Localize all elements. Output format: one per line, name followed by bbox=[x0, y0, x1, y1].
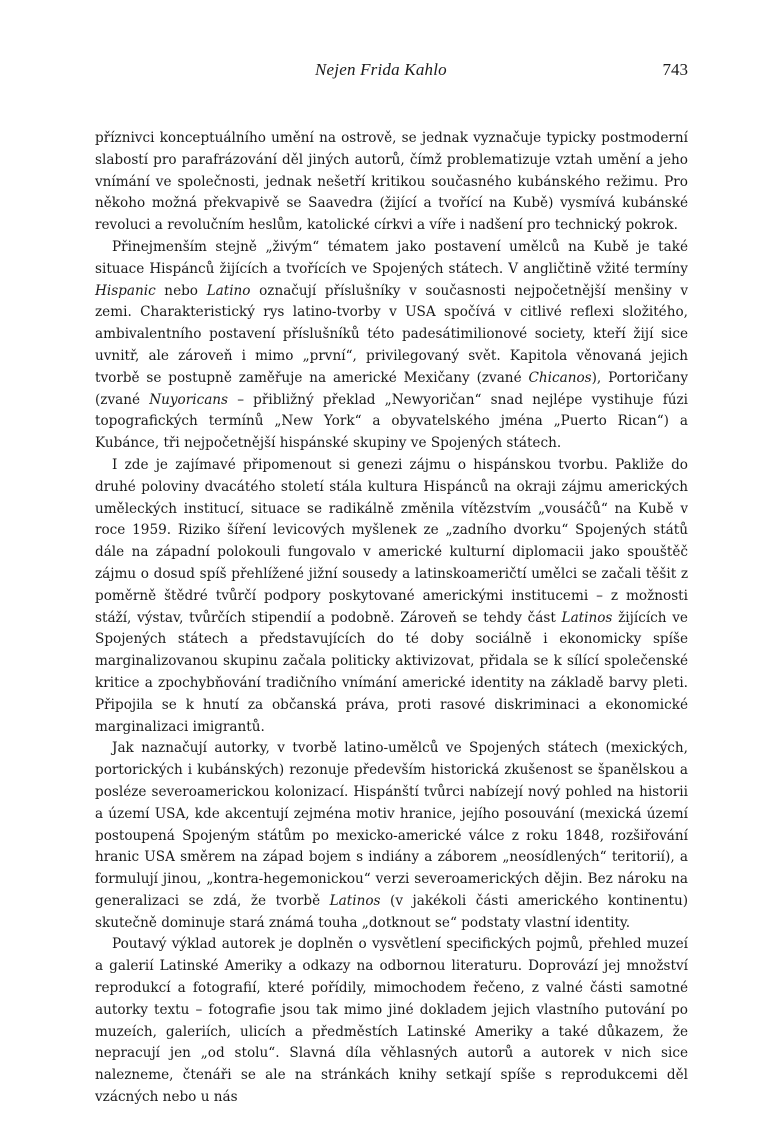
text-run: (v jakékoli části amerického kontinentu) skutečně dominuje stará známá touha „dotknout se“ podstaty vlastní identity. bbox=[95, 892, 688, 931]
text-run: nebo bbox=[155, 282, 207, 299]
text-run: označují příslušníky v současnosti nejpočetnější menšiny v zemi. Charakteristický rys latino-tvorby v USA spočívá v citlivé reflexi složitého, ambivalentního postavení příslušníků této padesátimilionové society, kteří žijí sice uvnitř, ale zároveň i mimo „první“, privilegovaný svět. Kapitola věnovaná jejich tvorbě se postupně zaměřuje na americké Mexičany (zvané bbox=[95, 282, 689, 386]
text-run: příznivci konceptuálního umění na ostrově, se jednak vyznačuje typicky postmoderní slabostí pro parafrázování děl jiných autorů, čímž problematizuje vztah umění a jeho vnímání ve společnosti, jednak nešetří kritikou současného kubánského režimu. Pro někoho možná překvapivě se Saavedra (žijící a tvořící na Kubě) vysmívá kubánské revoluci a revolučním heslům, katolické církvi a víře i nadšení pro technický pokrok. bbox=[95, 130, 688, 234]
body-text bbox=[95, 128, 688, 1109]
paragraph-3 bbox=[95, 455, 688, 738]
text-run: Jak naznačují autorky, v tvorbě latino-umělců ve Spojených státech (mexických, portorických i kubánských) rezonuje především historická zkušenost se španělskou a posléze severoamerickou kolonizací. Hispánští tvůrci nabízejí nový pohled na historii a území USA, kde akcentují zejména motiv hranice, jejího posouvání (mexická území postoupená Spojeným státům po mexicko-americké válce z roku 1848, rozšiřování hranic USA směrem na západ bojem s indiány a záborem „neosídlených“ teritorií), a formulují jinou, „kontra-hegemonickou“ verzi severoamerických dějin. Bez nároku na generalizaci se zdá, že tvorbě bbox=[95, 740, 688, 909]
italic-term: Nuyoricans bbox=[149, 391, 229, 408]
running-title: Nejen Frida Kahlo bbox=[315, 60, 447, 79]
paragraph-4 bbox=[95, 738, 688, 934]
paragraph-5 bbox=[95, 934, 688, 1108]
text-run: ), Portoričany (zvané bbox=[95, 369, 689, 408]
text-run: žijících ve Spojených státech a představujících do té doby sociálně i ekonomicky spíše marginalizovanou skupinu začala politicky aktivizovat, přidala se k sílící společenské kritice a zpochybňování tradičního vnímání americké identity na základě barvy pleti. Připojila se k hnutí za občanská práva, proti rasové diskriminaci a ekonomické marginalizaci imigrantů. bbox=[95, 609, 688, 735]
text-run: – přibližný překlad „Newyoričan“ snad nejlépe vystihuje fúzi topografických termínů „New York“ a obyvatelského jména „Puerto Rican“) a Kubánce, tři nejpočetnější hispánské skupiny ve Spojených státech. bbox=[95, 391, 688, 452]
page-number: 743 bbox=[662, 60, 688, 79]
italic-term: Chicanos bbox=[528, 369, 592, 386]
page-header bbox=[95, 60, 688, 84]
text-run: Poutavý výklad autorek je doplněn o vysvětlení specifických pojmů, přehled muzeí a galerií Latinské Ameriky a odkazy na odbornou literaturu. Doprovází jej množství reprodukcí a fotografií, které pořídily, mimochodem řečeno, z valné části samotné autorky textu – fotografie jsou tak mimo jiné dokladem jejich vlastního putování po muzeích, galeriích, ulicích a předměstích Latinské Ameriky a také důkazem, že nepracují jen „od stolu“. Slavná díla věhlasných autorů a autorek v nich sice nalezneme, čtenáři se ale na stránkách knihy setkají spíše s reprodukcemi děl vzácných nebo u nás bbox=[95, 936, 688, 1106]
text-run: Přinejmenším stejně „živým“ tématem jako postavení umělců na Kubě je také situace Hispánců žijících a tvořících ve Spojených státech. V angličtině vžité termíny bbox=[95, 238, 688, 277]
italic-term: Hispanic bbox=[95, 282, 156, 299]
paragraph-2 bbox=[95, 237, 688, 455]
text-run: I zde je zajímavé připomenout si genezi zájmu o hispánskou tvorbu. Pakliže do druhé poloviny dvacátého století stála kultura Hispánců na okraji zájmu amerických uměleckých institucí, situace se radikálně změnila vítězstvím „vousáčů“ na Kubě v roce 1959. Riziko šíření levicových myšlenek ze „zadního dvorku“ Spojených států dále na západní polokouli fungovalo v americké kulturní diplomacii jako spouštěč zájmu o dosud spíš přehlížené jižní sousedy a latinskoameričtí umělci se začali těšit z poměrně štědré tvůrčí podpory poskytované americkými institucemi – z možnosti stáží, výstav, tvůrčích stipendií a podobně. Zároveň se tehdy část bbox=[95, 456, 688, 626]
italic-term: Latinos bbox=[561, 609, 613, 626]
italic-term: Latino bbox=[206, 282, 251, 299]
paragraph-1 bbox=[95, 128, 688, 237]
italic-term: Latinos bbox=[329, 892, 381, 909]
